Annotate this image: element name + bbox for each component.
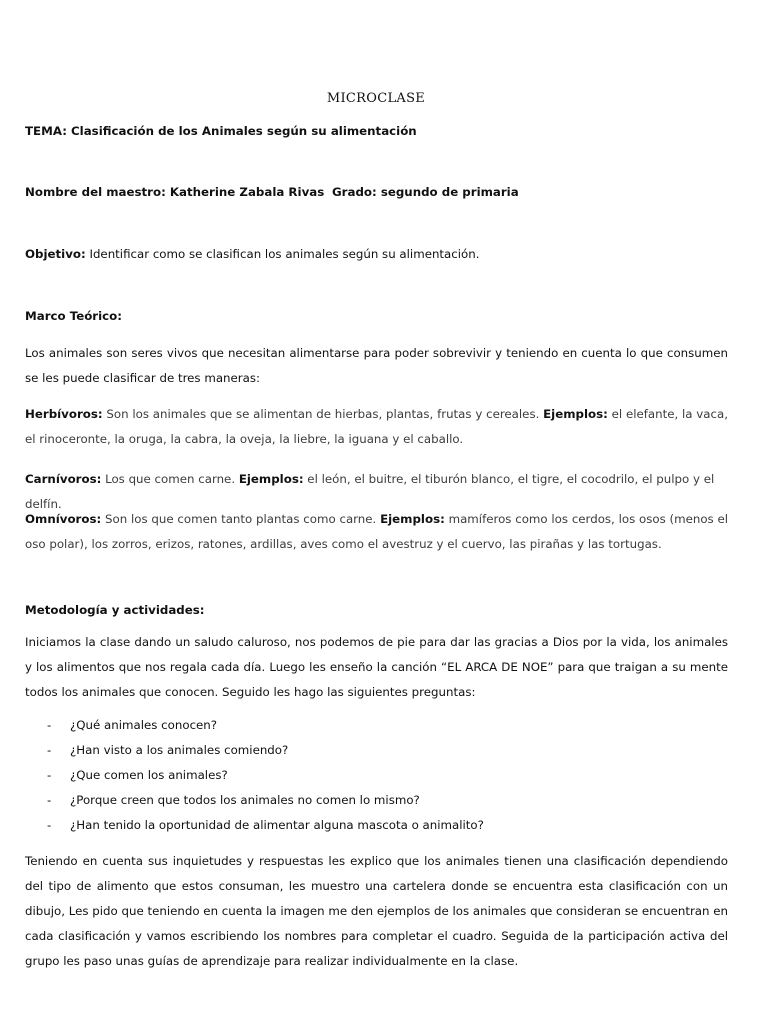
herbivoros-examples: el elefante, la vaca, el rinoceronte, la oruga, la cabra, la oveja, la liebre, la iguana y el caballo. xyxy=(25,407,728,446)
herbivoros-label: Herbívoros: xyxy=(25,407,103,421)
omnivoros-text: Son los que comen tanto plantas como carne. xyxy=(101,512,381,526)
question-text: ¿Han visto a los animales comiendo? xyxy=(70,743,289,757)
omnivoros-examples: mamíferos como los cerdos, los osos (menos el oso polar), los zorros, erizos, ratones, ardillas, aves como el avestruz y el cuervo, las pirañas y las tortugas. xyxy=(25,512,728,551)
question-text: ¿Que comen los animales? xyxy=(70,768,228,782)
list-item xyxy=(25,818,725,843)
marco-teorico-heading: Marco Teórico: xyxy=(25,309,122,323)
question-text: ¿Han tenido la oportunidad de alimentar alguna mascota o animalito? xyxy=(70,818,484,832)
carnivoros-label: Carnívoros: xyxy=(25,472,102,486)
questions-list xyxy=(25,718,725,843)
carnivoros-text: Los que comen carne. xyxy=(101,472,239,486)
bullet-dash: - xyxy=(47,718,52,732)
bullet-dash: - xyxy=(47,793,52,807)
question-text: ¿Qué animales conocen? xyxy=(70,718,218,732)
grade-level: Grado: segundo de primaria xyxy=(332,185,519,199)
omnivoros-examples-label: Ejemplos: xyxy=(380,512,445,526)
metodologia-heading: Metodología y actividades: xyxy=(25,603,205,617)
metodologia-paragraph-2: Teniendo en cuenta sus inquietudes y respuestas les explico que los animales tienen una clasificación dependiendo del tipo de alimento que estos consuman, les muestro una cartelera donde se encuentra esta clasificación con un dibujo, Les pido que teniendo en cuenta la imagen me den ejemplos de los animales que consideran se encuentran en cada clasificación y vamos escribiendo los nombres para completar el cuadro. Seguida de la participación activa del grupo les paso unas guías de aprendizaje para realizar individualmente en la clase. xyxy=(25,854,728,968)
intro-paragraph: Los animales son seres vivos que necesitan alimentarse para poder sobrevivir y teniendo en cuenta lo que consumen se les puede clasificar de tres maneras: xyxy=(25,346,728,385)
metodologia-paragraph-1: Iniciamos la clase dando un saludo caluroso, nos podemos de pie para dar las gracias a Dios por la vida, los animales y los alimentos que nos regala cada día. Luego les enseño la canción “EL ARCA DE NOE” para que traigan a su mente todos los animales que conocen. Seguido les hago las siguientes preguntas: xyxy=(25,635,728,699)
bullet-dash: - xyxy=(47,768,52,782)
herbivoros-text: Son los animales que se alimentan de hierbas, plantas, frutas y cereales. xyxy=(102,407,544,421)
list-item xyxy=(25,718,725,743)
objective-line xyxy=(25,247,480,262)
carnivoros-examples-label: Ejemplos: xyxy=(238,472,304,486)
objective-text: Identificar como se clasifican los animales según su alimentación. xyxy=(85,247,480,261)
document-title: MICROCLASE xyxy=(326,91,426,106)
tema-line: TEMA: Clasificación de los Animales según su alimentación xyxy=(25,124,417,138)
bullet-dash: - xyxy=(47,743,52,757)
omnivoros-paragraph xyxy=(25,507,728,557)
herbivoros-paragraph xyxy=(25,402,728,452)
omnivoros-label: Omnívoros: xyxy=(25,512,102,526)
carnivoros-examples: el león, el buitre, el tiburón blanco, el tigre, el cocodrilo, el pulpo y el delfín. xyxy=(25,472,715,511)
teacher-name: Nombre del maestro: Katherine Zabala Rivas xyxy=(25,185,325,199)
list-item xyxy=(25,768,725,793)
bullet-dash: - xyxy=(47,818,52,832)
list-item xyxy=(25,743,725,768)
herbivoros-examples-label: Ejemplos: xyxy=(543,407,608,421)
question-text: ¿Porque creen que todos los animales no comen lo mismo? xyxy=(70,793,420,807)
list-item xyxy=(25,793,725,818)
objective-label: Objetivo: xyxy=(25,247,86,261)
